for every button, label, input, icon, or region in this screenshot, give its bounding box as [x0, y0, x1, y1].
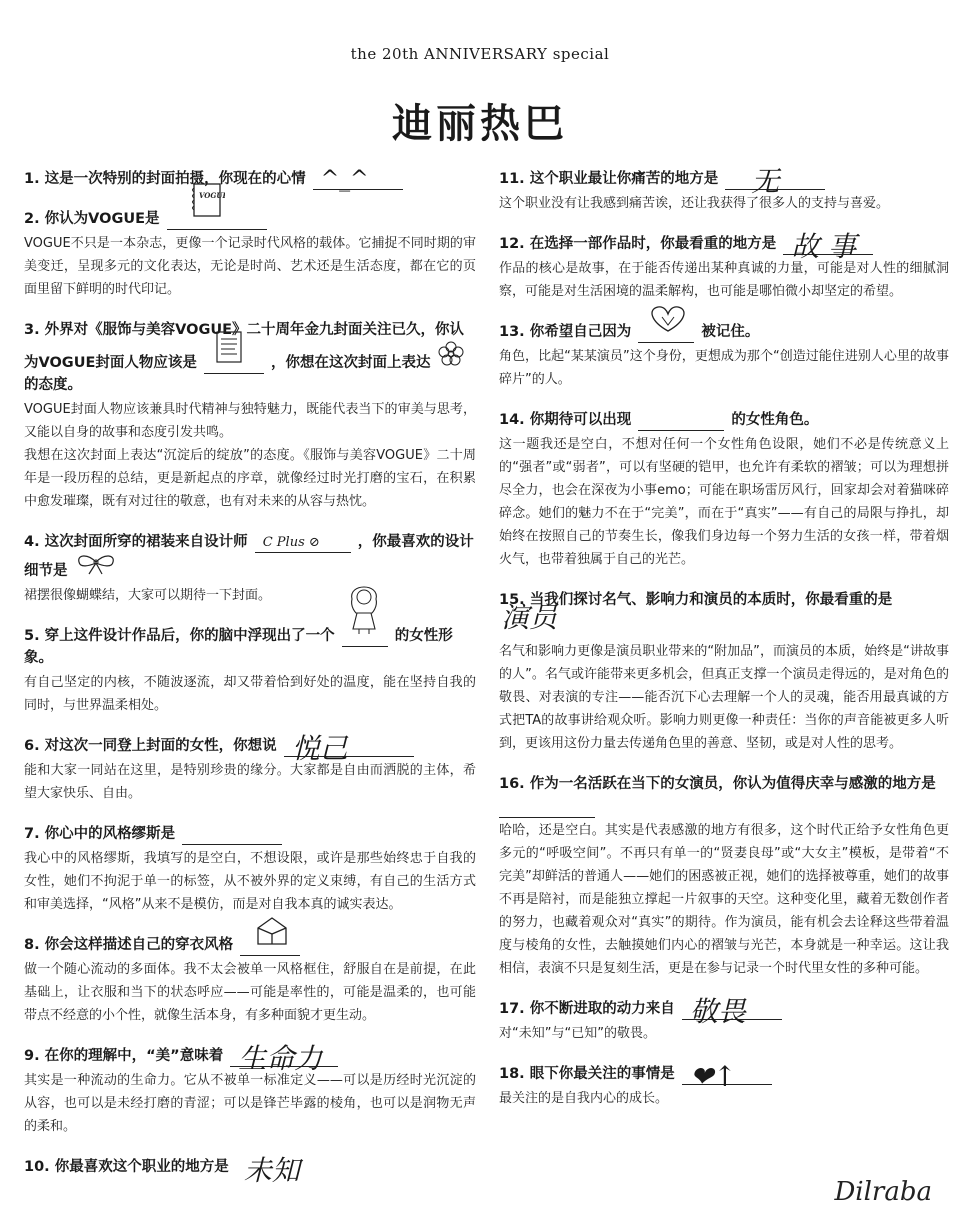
- q17-answer: 敬畏: [689, 995, 746, 1028]
- question-13: [499, 321, 949, 391]
- right-column: [499, 165, 949, 1128]
- q11-prompt: 11. 这个职业最让你痛苦的地方是: [499, 171, 719, 187]
- q18-answer-line: [682, 1060, 772, 1093]
- page-title: 迪丽热巴: [392, 100, 568, 147]
- heart-sketch-icon: [642, 303, 694, 342]
- q14-body: 这一题我还是空白，不想对任何一个女性角色设限，她们不必是传统意义上的“强者”或“弱者”，可以有坚硬的铠甲，也允许有柔软的褶皱；可以为理想拼尽全力，也会在深夜为小事emo；可能在职场雷厉风行，回家却会对着猫咪碎碎念。她们的魅力不在于“完美”，而在于“真实”——有自己的局限与挣扎，却始终在按照自己的节奏生长，像我们身边每一个努力生活的女孩一样，带着烟火气，也带着独属于自己的光芒。: [499, 437, 949, 567]
- q2-answer-line: [167, 191, 267, 230]
- question-12: [499, 230, 949, 303]
- q3-prompt-a: 3. 外界对《服饰与美容VOGUE》二十周年金九封面关注已久，你认为VOGUE封面人物应该是: [24, 322, 465, 371]
- q1-prompt: 1. 这是一次特别的封面拍摄，你现在的心情: [24, 171, 306, 187]
- q13-prompt-a: 13. 你希望自己因为: [499, 324, 632, 340]
- question-17: [499, 995, 949, 1045]
- q6-prompt: 6. 对这次一同登上封面的女性，你想说: [24, 738, 277, 754]
- q1-answer: ^_^: [320, 167, 369, 192]
- signature: Dilraba: [834, 1177, 932, 1207]
- q11-body: 这个职业没有让我感到痛苦诶，还让我获得了很多人的支持与喜爱。: [499, 196, 890, 211]
- question-8: [24, 934, 476, 1027]
- question-5: [24, 625, 476, 717]
- cube-sketch-icon: [254, 916, 290, 953]
- q14-prompt-b: 的女性角色。: [731, 412, 819, 428]
- question-11: [499, 165, 949, 215]
- q4-prompt-a: 4. 这次封面所穿的裙装来自设计师: [24, 534, 248, 550]
- q17-answer-line: [682, 995, 782, 1028]
- q14-prompt-a: 14. 你期待可以出现: [499, 412, 632, 428]
- q5-answer-line: [342, 626, 388, 647]
- q11-answer: 无: [751, 165, 780, 198]
- q15-body: 名气和影响力更像是演员职业带来的“附加品”，而演员的本质，始终是“讲故事的人”。名气或许能带来更多机会，但真正支撑一个演员走得远的，是对角色的敬畏、对表演的专注——能否沉下心去理解一个人的灵魂，能否用最真诚的方式把TA的故事讲给观众听。影响力则更像一种责任：当你的声音能被更多人听到，更该用这份力量去传递角色里的善意、坚韧，或是对人性的思考。: [499, 644, 949, 751]
- q12-body: 作品的核心是故事，在于能否传递出某种真诚的力量，可能是对人性的细腻洞察，可能是对生活困境的温柔解构，也可能是哪怕微小却坚定的希望。: [499, 261, 949, 299]
- q16-prompt: 16. 作为一名活跃在当下的女演员，你认为值得庆幸与感激的地方是: [499, 776, 936, 792]
- question-2: [24, 191, 476, 301]
- q5-body: 有自己坚定的内核，不随波逐流，却又带着恰到好处的温度，能在坚持自我的同时，与世界温柔相处。: [24, 675, 476, 713]
- q9-answer: 生命力: [238, 1042, 323, 1075]
- q18-answer: ❤↑: [689, 1060, 737, 1093]
- q18-prompt: 18. 眼下你最关注的事情是: [499, 1066, 675, 1082]
- question-10: [24, 1154, 476, 1187]
- q8-answer-line: [240, 935, 300, 956]
- girl-sketch-icon: [342, 577, 386, 644]
- q3-body-1: VOGUE封面人物应该兼具时代精神与独特魅力，既能代表当下的审美与思考，又能以自身的故事和态度引发共鸣。: [24, 402, 476, 440]
- q15-answer: 演员: [501, 601, 558, 634]
- q10-answer-line: [236, 1154, 332, 1187]
- q16-answer-line: [499, 797, 595, 818]
- q16-body: 哈哈，还是空白。其实是代表感激的地方有很多，这个时代正给予女性角色更多元的“呼吸空间”。不再只有单一的“贤妻良母”或“大女主”模板，是带着“不完美”却鲜活的普通人——她们的困惑被正视，她们的选择被尊重，她们的故事不再是陪衬，而是能独立撑起一片叙事的天空。这种变化里，藏着无数创作者的努力，也藏着观众对“真实”的期待。作为演员，能有机会去诠释这些带着温度与棱角的女性，去触摸她们内心的褶皱与光芒，本身就是一种幸运。这让我相信，表演不只是复刻生活，更是在参与记录一个时代里女性的多种可能。: [499, 823, 949, 976]
- q3-answer-line-1: [204, 353, 264, 374]
- q13-prompt-b: 被记住。: [701, 324, 760, 340]
- q6-answer-line: [284, 732, 414, 765]
- question-4: [24, 531, 476, 607]
- q14-answer-line: [638, 410, 724, 431]
- q5-prompt-b: 的女性形象。: [24, 628, 453, 666]
- q9-answer-line: [230, 1042, 338, 1075]
- question-14: [499, 409, 949, 571]
- q8-body: 做一个随心流动的多面体。我不太会被单一风格框住，舒服自在是前提，在此基础上，让衣服和当下的状态呼应——可能是率性的，可能是温柔的，也可能带点不经意的小个性，就像生活本身，有多种面貌才更生动。: [24, 962, 476, 1023]
- q18-body: 最关注的是自我内心的成长。: [499, 1091, 669, 1106]
- left-column: [24, 168, 476, 1196]
- q13-answer-line: [638, 322, 694, 343]
- q9-prompt: 9. 在你的理解中，“美”意味着: [24, 1048, 224, 1064]
- q15-prompt: 15. 当我们探讨名气、影响力和演员的本质时，你最看重的是: [499, 592, 893, 608]
- kicker: [0, 44, 960, 63]
- q5-prompt-a: 5. 穿上这件设计作品后，你的脑中浮现出了一个: [24, 628, 335, 644]
- question-9: [24, 1042, 476, 1138]
- q4-answer: C Plus ⊘: [262, 535, 320, 550]
- anniversary-kicker: the 20th ANNIVERSARY special: [350, 45, 610, 63]
- q9-body: 其实是一种流动的生命力。它从不被单一标准定义——可以是历经时光沉淀的从容，也可以是未经打磨的青涩；可以是锋芒毕露的棱角，也可以是润物无声的柔和。: [24, 1073, 476, 1134]
- q10-prompt: 10. 你最喜欢这个职业的地方是: [24, 1159, 229, 1175]
- q8-prompt: 8. 你会这样描述自己的穿衣风格: [24, 937, 234, 953]
- q3-prompt-b: ，你想在这次封面上表达: [271, 355, 431, 371]
- q10-answer: 未知: [243, 1154, 300, 1187]
- q12-prompt: 12. 在选择一部作品时，你最看重的地方是: [499, 236, 777, 252]
- flower-sketch-icon: [436, 341, 466, 374]
- q4-answer-line: [255, 532, 351, 553]
- q6-body: 能和大家一同站在这里，是特别珍贵的缘分。大家都是自由而洒脱的主体，希望大家快乐、自由。: [24, 763, 476, 801]
- q17-body: 对“未知”与“已知”的敬畏。: [499, 1026, 656, 1041]
- q4-body: 裙摆很像蝴蝶结，大家可以期待一下封面。: [24, 588, 272, 603]
- q4-prompt-b: ，你最喜欢的设计细节是: [24, 534, 474, 579]
- q7-prompt: 7. 你心中的风格缪斯是: [24, 826, 176, 842]
- q2-prompt: 2. 你认为VOGUE是: [24, 211, 160, 227]
- q7-answer-line: [182, 824, 282, 845]
- q6-answer: 悦己: [291, 732, 348, 765]
- bow-sketch-icon: [73, 553, 119, 582]
- question-1: [24, 168, 476, 190]
- question-6: [24, 732, 476, 805]
- q7-body: 我心中的风格缪斯，我填写的是空白，不想设限，或许是那些始终忠于自我的女性，她们不拘泥于单一的标签，从不被外界的定义束缚，有自己的生活方式和审美选择，“风格”从来不是模仿，而是对自我本真的诚实表达。: [24, 851, 476, 912]
- q3-prompt-c: 的态度。: [24, 377, 82, 393]
- question-15: [499, 589, 949, 755]
- magazine-sketch-icon: [191, 182, 225, 227]
- q12-answer-line: [783, 230, 873, 263]
- question-3: [24, 319, 476, 513]
- q1-answer-line: [313, 169, 403, 190]
- question-16: [499, 773, 949, 980]
- q11-answer-line: [725, 165, 825, 198]
- svg-text:VOGUE: VOGUE: [198, 191, 225, 200]
- q17-prompt: 17. 你不断进取的动力来自: [499, 1001, 675, 1017]
- q13-body: 角色，比起“某某演员”这个身份，更想成为那个“创造过能住进别人心里的故事碎片”的人。: [499, 349, 949, 387]
- question-7: [24, 823, 476, 916]
- q2-body: VOGUE不只是一本杂志，更像一个记录时代风格的载体。它捕捉不同时期的审美变迁，呈现多元的文化表达，无论是时尚、艺术还是生活态度，都在它的页面里留下鲜明的时代印记。: [24, 236, 476, 297]
- q12-answer: 故 事: [791, 230, 857, 263]
- question-18: [499, 1060, 949, 1110]
- q3-body-2: 我想在这次封面上表达“沉淀后的绽放”的态度。《服饰与美容VOGUE》二十周年是一段历程的总结，更是新起点的序章，就像经过时光打磨的宝石，在积累中愈发璀璨，既有对过往的敬意，也有对未来的从容与热忱。: [24, 448, 476, 509]
- magazine-sketch-icon: [214, 330, 244, 371]
